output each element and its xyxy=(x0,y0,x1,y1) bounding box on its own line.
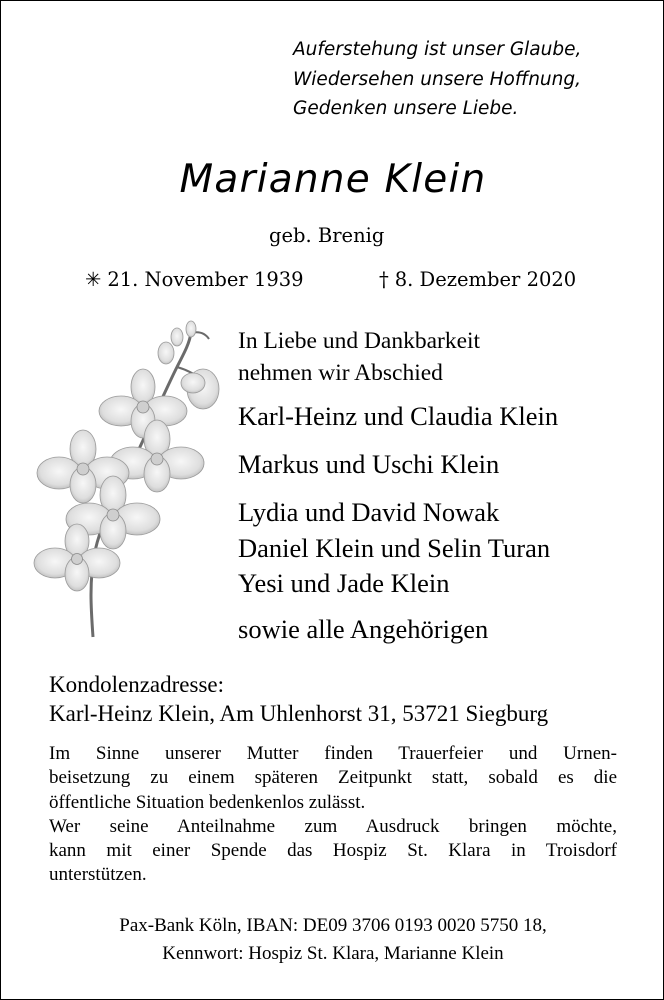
condolence-address: Karl-Heinz Klein, Am Uhlenhorst 31, 53721 Siegburg xyxy=(49,701,549,726)
condolence-label: Kondolenzadresse: xyxy=(49,672,224,697)
mourner-family: Lydia und David Nowak xyxy=(238,497,500,527)
birth-date xyxy=(85,265,304,295)
motto-line: Gedenken unsere Liebe. xyxy=(293,98,519,119)
death-date-text: 8. Dezember 2020 xyxy=(394,268,577,291)
motto xyxy=(293,35,581,124)
orchid-flower xyxy=(99,369,187,438)
maiden-name: geb. Brenig xyxy=(269,224,385,247)
orchid-branch-icon xyxy=(31,319,227,649)
deceased-name: Marianne Klein xyxy=(179,157,487,202)
notice-line: Im Sinne unserer Mutter finden Trauerfeier und Urnen- xyxy=(49,743,617,764)
farewell-intro-line: In Liebe und Dankbarkeit xyxy=(238,328,481,354)
mourner-family: Yesi und Jade Klein xyxy=(238,568,450,598)
death-date xyxy=(379,265,576,295)
motto-line: Wiedersehen unsere Hoffnung, xyxy=(293,68,581,90)
donation-keyword: Kennwort: Hospiz St. Klara, Marianne Klein xyxy=(162,943,504,964)
birth-date-text: 21. November 1939 xyxy=(107,268,304,291)
bank-details: Pax-Bank Köln, IBAN: DE09 3706 0193 0020 5750 18, xyxy=(119,915,547,936)
notice-line: Wer seine Anteilnahme zum Ausdruck bringen möchte, xyxy=(49,816,617,837)
birth-star-icon: ✳ xyxy=(85,268,102,291)
motto-line: Auferstehung ist unser Glaube, xyxy=(293,39,582,60)
orchid-flower xyxy=(181,369,219,409)
death-cross-icon: † xyxy=(379,268,389,291)
notice-line: öffentliche Situation bedenkenlos zulässt. xyxy=(49,792,366,813)
mourner-family: Markus und Uschi Klein xyxy=(238,449,500,479)
mourner-family: sowie alle Angehörigen xyxy=(238,614,489,644)
notice-line: unterstützen. xyxy=(49,864,147,885)
notice-line: beisetzung zu einem späteren Zeitpunkt statt, sobald es die xyxy=(49,767,617,788)
mourner-family: Daniel Klein und Selin Turan xyxy=(238,533,551,563)
mourner-family: Karl-Heinz und Claudia Klein xyxy=(238,401,559,431)
notice-line: kann mit einer Spende das Hospiz St. Klara in Troisdorf xyxy=(49,840,617,861)
farewell-intro-line: nehmen wir Abschied xyxy=(238,360,443,386)
